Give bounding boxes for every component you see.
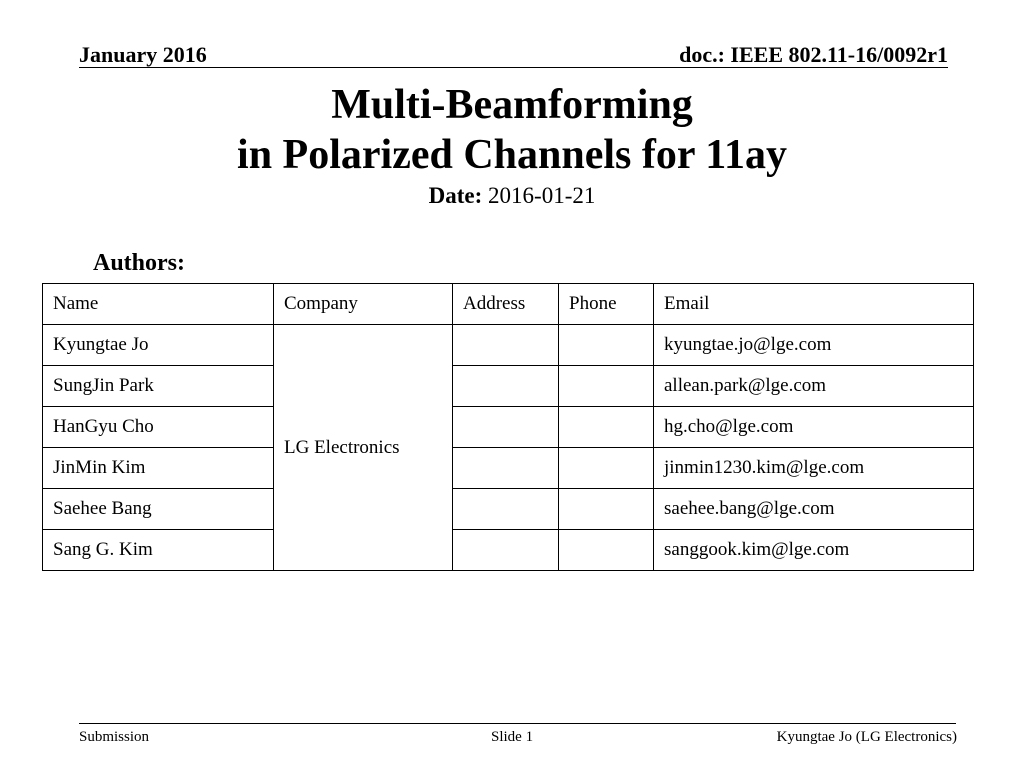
author-name: Sang G. Kim bbox=[43, 530, 274, 571]
author-address bbox=[453, 530, 559, 571]
authors-table bbox=[42, 283, 974, 571]
author-name: SungJin Park bbox=[43, 366, 274, 407]
table-row bbox=[43, 489, 974, 530]
table-row bbox=[43, 407, 974, 448]
author-address bbox=[453, 448, 559, 489]
footer-author: Kyungtae Jo (LG Electronics) bbox=[776, 729, 957, 745]
author-name: Saehee Bang bbox=[43, 489, 274, 530]
author-phone bbox=[559, 489, 654, 530]
slide-title-line-1: Multi-Beamforming bbox=[331, 82, 693, 128]
author-email: sanggook.kim@lge.com bbox=[654, 530, 974, 571]
author-address bbox=[453, 407, 559, 448]
author-phone bbox=[559, 530, 654, 571]
author-email: allean.park@lge.com bbox=[654, 366, 974, 407]
author-phone bbox=[559, 448, 654, 489]
author-address bbox=[453, 325, 559, 366]
date-line bbox=[0, 182, 1024, 210]
column-header-address: Address bbox=[453, 284, 559, 325]
author-phone bbox=[559, 366, 654, 407]
footer-submission: Submission bbox=[79, 729, 150, 745]
author-phone bbox=[559, 407, 654, 448]
column-header-phone: Phone bbox=[559, 284, 654, 325]
header-doc-id: doc.: IEEE 802.11-16/0092r1 bbox=[679, 42, 948, 67]
table-header-row bbox=[43, 284, 974, 325]
author-name: Kyungtae Jo bbox=[43, 325, 274, 366]
author-email: kyungtae.jo@lge.com bbox=[654, 325, 974, 366]
table-row bbox=[43, 325, 974, 366]
author-email: jinmin1230.kim@lge.com bbox=[654, 448, 974, 489]
author-phone bbox=[559, 325, 654, 366]
author-address bbox=[453, 366, 559, 407]
column-header-company: Company bbox=[274, 284, 453, 325]
header-divider bbox=[79, 67, 948, 68]
authors-label: Authors: bbox=[93, 250, 186, 276]
author-address bbox=[453, 489, 559, 530]
author-name: HanGyu Cho bbox=[43, 407, 274, 448]
author-company: LG Electronics bbox=[274, 325, 453, 571]
author-name: JinMin Kim bbox=[43, 448, 274, 489]
table-row bbox=[43, 448, 974, 489]
footer-divider bbox=[79, 723, 956, 724]
column-header-email: Email bbox=[654, 284, 974, 325]
header-date: January 2016 bbox=[79, 42, 207, 67]
table-row bbox=[43, 530, 974, 571]
date-value: 2016-01-21 bbox=[488, 183, 596, 208]
footer-slide-number: Slide 1 bbox=[491, 729, 534, 745]
date-label: Date: bbox=[428, 183, 483, 208]
author-email: saehee.bang@lge.com bbox=[654, 489, 974, 530]
column-header-name: Name bbox=[43, 284, 274, 325]
slide-title bbox=[0, 80, 1024, 180]
slide-title-line-2: in Polarized Channels for 11ay bbox=[237, 132, 787, 178]
author-email: hg.cho@lge.com bbox=[654, 407, 974, 448]
table-row bbox=[43, 366, 974, 407]
